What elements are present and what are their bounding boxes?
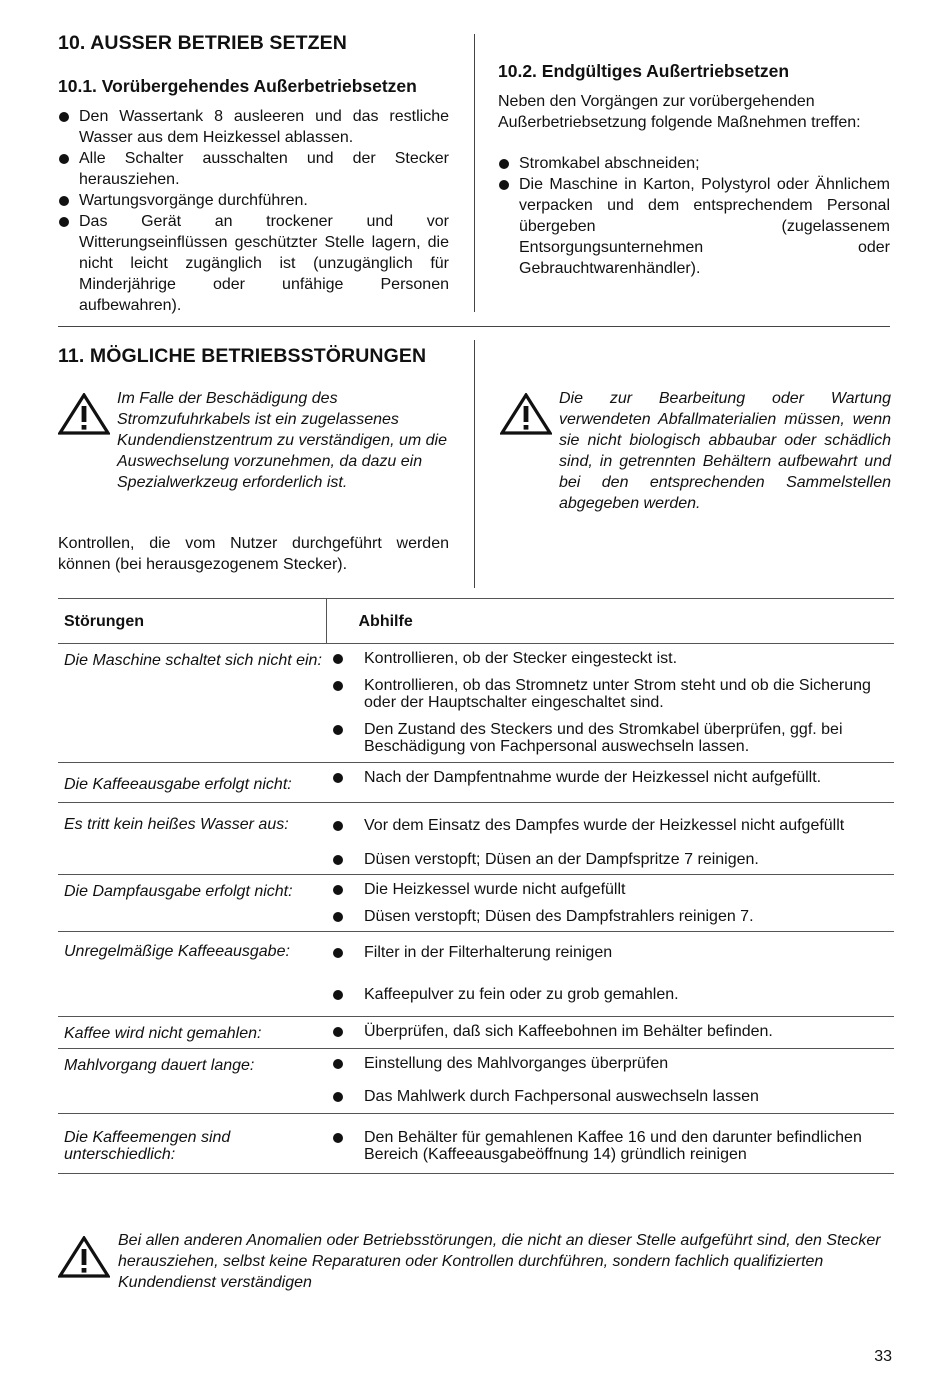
fix-item: Nach der Dampfentnahme wurde der Heizkessel nicht aufgefüllt. bbox=[326, 769, 894, 786]
list-item: Den Wassertank 8 ausleeren und das restliche Wasser aus dem Heizkessel ablassen. bbox=[58, 106, 449, 148]
cause-cell: Unregelmäßige Kaffeeausgabe: bbox=[58, 932, 326, 1017]
section-11-title: 11. MÖGLICHE BETRIEBSSTÖRUNGEN bbox=[58, 345, 427, 367]
fix-cell bbox=[326, 644, 894, 763]
list-item: Stromkabel abschneiden; bbox=[498, 153, 890, 174]
section-10-1-list bbox=[58, 106, 449, 316]
section-10-title: 10. AUSSER BETRIEB SETZEN bbox=[58, 32, 347, 54]
table-row bbox=[58, 803, 894, 875]
section-10-2-list bbox=[498, 153, 890, 279]
fix-cell bbox=[326, 1114, 894, 1174]
fix-cell bbox=[326, 1049, 894, 1114]
fix-item: Einstellung des Mahlvorganges überprüfen bbox=[326, 1055, 894, 1072]
table-row bbox=[58, 875, 894, 932]
footer-warning-text: Bei allen anderen Anomalien oder Betriebsstörungen, die nicht an dieser Stelle aufgeführt sind, den Stecker herausziehen, selbst keine Reparaturen oder Kontrollen durchführen, sondern fachlich qualifizierten Kundendienst verständigen bbox=[118, 1232, 881, 1291]
fix-item: Überprüfen, daß sich Kaffeebohnen im Behälter befinden. bbox=[326, 1023, 894, 1040]
column-divider bbox=[474, 34, 475, 312]
section-divider bbox=[58, 326, 890, 327]
column-header-stoerungen: Störungen bbox=[58, 599, 326, 644]
list-item: Die Maschine in Karton, Polystyrol oder Ähnlichem verpacken und dem entsprechendem Personal übergeben (zugelassenem Entsorgungsunternehmen oder Gebrauchtwarenhändler). bbox=[498, 174, 890, 279]
fix-item: Die Heizkessel wurde nicht aufgefüllt bbox=[326, 881, 894, 898]
list-item: Alle Schalter ausschalten und der Stecker herausziehen. bbox=[58, 148, 449, 190]
fix-cell bbox=[326, 1017, 894, 1049]
fix-item: Düsen verstopft; Düsen des Dampfstrahlers reinigen 7. bbox=[326, 908, 894, 925]
fix-cell bbox=[326, 875, 894, 932]
section-10-1-title: 10.1. Vorübergehendes Außerbetriebsetzen bbox=[58, 76, 417, 96]
list-item: Wartungsvorgänge durchführen. bbox=[58, 190, 449, 211]
section-10-2-intro: Neben den Vorgängen zur vorübergehenden Außerbetriebsetzung folgende Maßnehmen treffen: bbox=[498, 93, 861, 131]
warning-triangle-icon bbox=[500, 393, 552, 435]
fix-item: Düsen verstopft; Düsen an der Dampfspritze 7 reinigen. bbox=[326, 851, 894, 868]
fix-item: Den Behälter für gemahlenen Kaffee 16 und den darunter befindlichen Bereich (Kaffeeausgabeöffnung 14) gründlich reinigen bbox=[326, 1129, 894, 1163]
table-header-row bbox=[58, 599, 894, 644]
fix-item: Kaffeepulver zu fein oder zu grob gemahlen. bbox=[326, 986, 894, 1003]
controls-intro: Kontrollen, die vom Nutzer durchgeführt werden können (bei herausgezogenem Stecker). bbox=[58, 535, 449, 573]
column-header-abhilfe: Abhilfe bbox=[326, 599, 894, 644]
warning-text-left: Im Falle der Beschädigung des Stromzufuhrkabels ist ein zugelassenes Kundendienstzentrum zu verständigen, um die Auswechselung vorzunehmen, da dazu ein Spezialwerkzeug erforderlich ist. bbox=[117, 390, 447, 491]
fix-item: Filter in der Filterhalterung reinigen bbox=[326, 944, 894, 961]
troubleshooting-table bbox=[58, 598, 894, 1174]
cause-cell: Die Dampfausgabe erfolgt nicht: bbox=[58, 875, 326, 932]
cause-cell: Die Kaffeeausgabe erfolgt nicht: bbox=[58, 763, 326, 803]
fix-item: Kontrollieren, ob der Stecker eingesteckt ist. bbox=[326, 650, 894, 667]
warning-triangle-icon bbox=[58, 393, 110, 435]
fix-item: Vor dem Einsatz des Dampfes wurde der Heizkessel nicht aufgefüllt bbox=[326, 817, 894, 834]
table-row bbox=[58, 932, 894, 1017]
fix-item: Das Mahlwerk durch Fachpersonal auswechseln lassen bbox=[326, 1088, 894, 1105]
table-row bbox=[58, 1114, 894, 1174]
cause-cell: Es tritt kein heißes Wasser aus: bbox=[58, 803, 326, 875]
page-number: 33 bbox=[874, 1348, 892, 1365]
warning-text-right: Die zur Bearbeitung oder Wartung verwendeten Abfallmaterialien müssen, wenn sie nicht biologisch abbaubar oder schädlich sind, in getrennten Behältern aufbewahrt und bei den entsprechenden Sammelstellen abgegeben werden. bbox=[559, 390, 891, 512]
section-10-2-title: 10.2. Endgültiges Außertriebsetzen bbox=[498, 61, 790, 81]
table-row bbox=[58, 1049, 894, 1114]
table-row bbox=[58, 763, 894, 803]
list-item: Das Gerät an trockener und vor Witterungseinflüssen geschützter Stelle lagern, die nicht leicht zugänglich ist (unzugänglich für Minderjährige oder unfähige Personen aufbewahren). bbox=[58, 211, 449, 316]
cause-cell: Mahlvorgang dauert lange: bbox=[58, 1049, 326, 1114]
fix-item: Kontrollieren, ob das Stromnetz unter Strom steht und ob die Sicherung oder der Hauptschalter eingeschaltet sind. bbox=[326, 677, 894, 711]
column-divider bbox=[474, 340, 475, 588]
warning-triangle-icon bbox=[58, 1236, 110, 1278]
fix-cell bbox=[326, 803, 894, 875]
fix-item: Den Zustand des Steckers und des Stromkabel überprüfen, ggf. bei Beschädigung von Fachpersonal auswechseln lassen. bbox=[326, 721, 894, 755]
fix-cell bbox=[326, 763, 894, 803]
cause-cell: Die Maschine schaltet sich nicht ein: bbox=[58, 644, 326, 763]
cause-cell: Kaffee wird nicht gemahlen: bbox=[58, 1017, 326, 1049]
table-row bbox=[58, 1017, 894, 1049]
cause-cell: Die Kaffeemengen sind unterschiedlich: bbox=[58, 1114, 326, 1174]
fix-cell bbox=[326, 932, 894, 1017]
table-row bbox=[58, 644, 894, 763]
